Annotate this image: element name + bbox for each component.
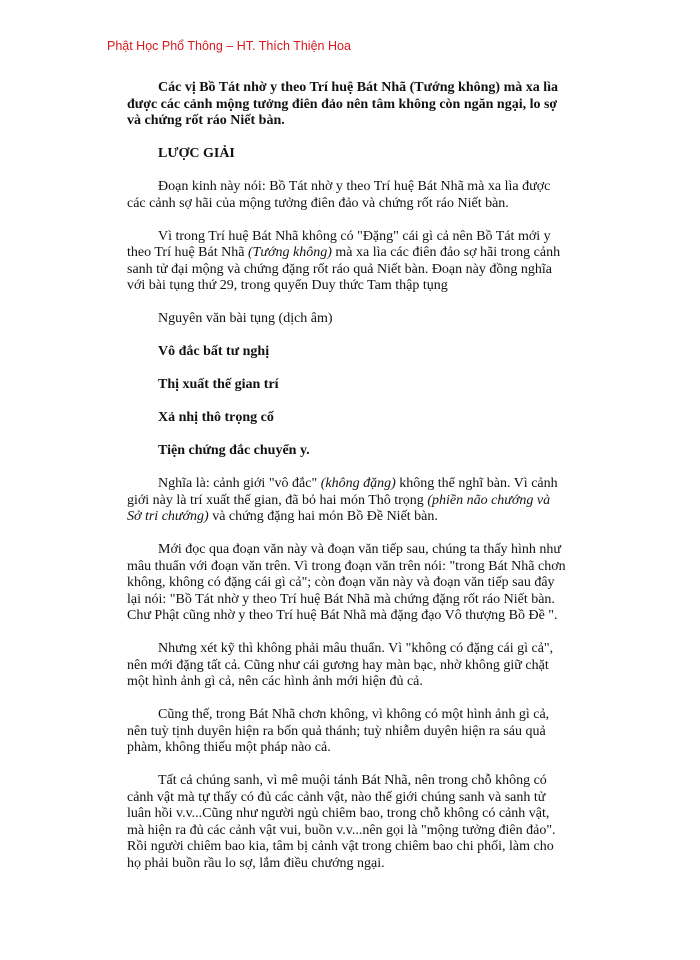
verse-line-1: Vô đắc bất tư nghị	[158, 344, 270, 359]
paragraph-7: Tất cả chúng sanh, vì mê muội tánh Bát Nhã, nên trong chỗ không có cảnh vật mà tự thấy có đủ các cảnh vật, nào thế giới chúng sanh và sanh tử luân hồi v.v...Cũng như người ngủ chiêm bao, trong chỗ không có cảnh vật, mà hiện ra đủ các cảnh vật vui, buồn v.v...nên gọi là "mộng tưởng điên đảo". Rồi người chiêm bao kia, tâm bị cảnh vật trong chiêm bao chi phối, làm cho họ phải buồn rầu lo sợ, lắm điều chướng ngại.	[127, 773, 556, 871]
verse-label: Nguyên văn bài tụng (dịch âm)	[158, 311, 333, 326]
paragraph-2	[127, 229, 567, 295]
italic-span: (Tướng không)	[247, 245, 332, 260]
verse-line-3: Xả nhị thô trọng cố	[158, 410, 274, 425]
paragraph-1: Đoạn kinh này nói: Bồ Tát nhờ y theo Trí huệ Bát Nhã mà xa lìa được các cảnh sợ hãi của mộng tưởng điên đảo và chứng rốt ráo Niết bàn.	[127, 179, 551, 211]
text-span: mà xa lìa các điên đảo sợ hãi trong cảnh sanh tử đại mộng và chứng đặng rốt ráo quả Niết bàn. Đoạn này đồng nghĩa với bài tụng thứ 29, trong quyển Duy thức Tam thập tụng	[127, 245, 561, 293]
paragraph-3	[127, 476, 567, 526]
text-span: Vì trong Trí huệ Bát Nhã không có "Đặng" cái gì cả nên Bồ Tát mới y theo Trí huệ Bát Nhã	[127, 228, 551, 260]
page-header-title: Phật Học Phổ Thông – HT. Thích Thiện Hoa	[107, 39, 351, 53]
italic-span: (phiền não chướng và Sở tri chướng)	[127, 492, 551, 524]
verse-line-4: Tiện chứng đắc chuyển y.	[158, 443, 310, 458]
paragraph-6: Cũng thế, trong Bát Nhã chơn không, vì không có một hình ảnh gì cả, nên tuỳ tịnh duyên hiện ra bốn quả thánh; tuỳ nhiễm duyên hiện ra sáu quả phàm, không thiếu một pháp nào cả.	[127, 707, 550, 755]
text-span: và chứng đặng hai món Bồ Đề Niết bàn.	[208, 509, 438, 524]
text-span: Nghĩa là: cảnh giới "vô đắc"	[158, 476, 321, 491]
paragraph-5: Nhưng xét kỹ thì không phải mâu thuẩn. Vì "không có đặng cái gì cả", nên mới đặng tất cả. Cũng như cái gương hay màn bạc, nhờ không giữ chặt một hình ảnh gì cả, nên các hình ảnh mới hiện đủ cả.	[127, 641, 554, 689]
italic-span: (không đặng)	[320, 476, 396, 491]
text-span: không thể nghĩ bàn. Vì cảnh giới này là trí xuất thế gian, đã bỏ hai món Thô trọng	[127, 476, 558, 508]
intro-paragraph: Các vị Bồ Tát nhờ y theo Trí huệ Bát Nhã (Tướng không) mà xa lìa được các cảnh mộng tưởng điên đảo nên tâm không còn ngăn ngại, lo sợ và chứng rốt ráo Niết bàn.	[127, 80, 559, 128]
document-body	[127, 80, 567, 889]
verse-line-2: Thị xuất thế gian trí	[158, 377, 279, 392]
paragraph-4: Mới đọc qua đoạn văn này và đoạn văn tiếp sau, chúng ta thấy hình như mâu thuẩn với đoạn văn trên. Vì trong đoạn văn trên nói: "trong Bát Nhã chơn không, không có đặng cái gì cả"; còn đoạn văn này và đoạn văn tiếp sau đây lại nói: "Bồ Tát nhờ y theo Trí huệ Bát Nhã mà chứng đặng rốt ráo Niết bàn. Chư Phật cũng nhờ y theo Trí huệ Bát Nhã mà đặng đạo Vô thượng Bồ Đề ".	[127, 542, 566, 623]
section-heading: LƯỢC GIẢI	[158, 146, 235, 161]
